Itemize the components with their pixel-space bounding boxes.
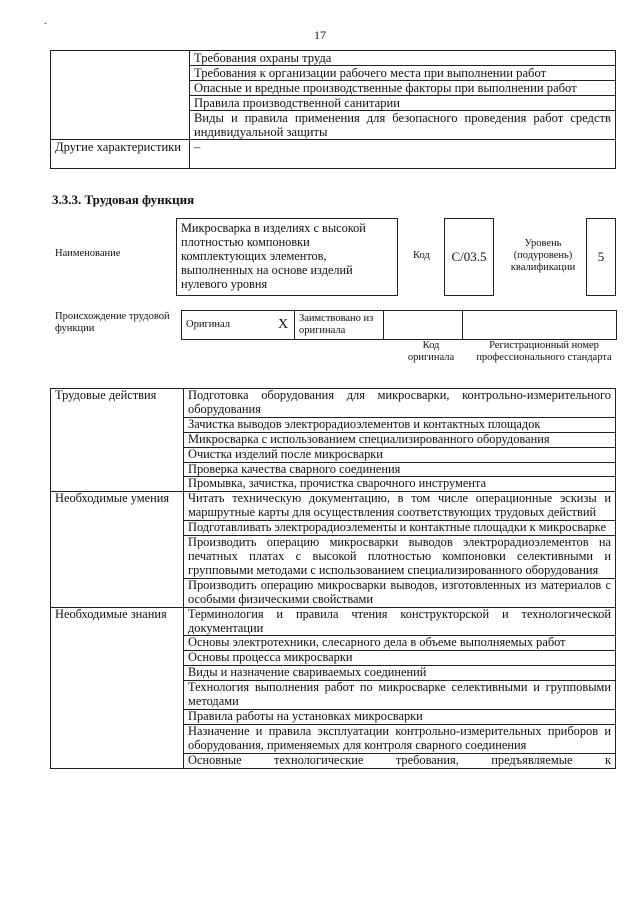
table-cell: – — [190, 140, 616, 169]
table-row — [182, 311, 617, 340]
row-label: Другие характеристики — [51, 140, 190, 169]
table-cell: Очистка изделий после микросварки — [184, 447, 616, 462]
code-label: Код — [413, 250, 430, 261]
code-original-cell — [384, 311, 463, 340]
qualification-level-box: 5 — [586, 218, 616, 296]
table-cell: Опасные и вредные производственные факторы при выполнении работ — [190, 81, 616, 96]
table-row — [51, 389, 616, 418]
reg-number-cell — [463, 311, 617, 340]
function-name-box: Микросварка в изделиях с высокой плотностью компоновки комплектующих элементов, выполненных на основе изделий нулевого уровня — [176, 218, 398, 296]
table-cell: Читать техническую документацию, в том числе операционные эскизы и маршрутные карты для осуществления соответствующих трудовых действий — [184, 492, 616, 521]
group-label: Необходимые знания — [51, 607, 184, 768]
table-cell: Основные технологические требования, предъявляемые к — [184, 753, 616, 768]
code-original-label: Код оригинала — [407, 340, 455, 363]
table-cell: Виды и назначение свариваемых соединений — [184, 666, 616, 681]
table-row — [51, 492, 616, 521]
origin-table — [181, 310, 617, 340]
table-cell: Основы электротехники, слесарного дела в объеме выполняемых работ — [184, 636, 616, 651]
table-cell: Правила работы на установках микросварки — [184, 709, 616, 724]
table-cell: Проверка качества сварного соединения — [184, 462, 616, 477]
table-row — [51, 51, 616, 66]
original-mark: X — [272, 311, 295, 340]
table-cell: Технология выполнения работ по микросварке селективными и групповыми методами — [184, 681, 616, 710]
table-cell: Виды и правила применения для безопасного проведения работ средств индивидуальной защиты — [190, 111, 616, 140]
scan-mark: . — [44, 16, 47, 27]
table-cell: Правила производственной санитарии — [190, 96, 616, 111]
section-title: 3.3.3. Трудовая функция — [52, 192, 195, 207]
table-cell: Требования охраны труда — [190, 51, 616, 66]
code-box: C/03.5 — [444, 218, 494, 296]
table-row — [51, 140, 616, 169]
table-cell: Производить операцию микросварки выводов, изготовленных из материалов с особыми физическими свойствами — [184, 578, 616, 607]
qualification-level-label: Уровень (подуровень) квалификации — [510, 238, 576, 273]
requirements-table — [50, 50, 616, 169]
labor-function-table — [50, 388, 616, 769]
table-row — [51, 607, 616, 636]
page-number: 17 — [314, 28, 326, 42]
table-cell: Подготовка оборудования для микросварки, контрольно-измерительного оборудования — [184, 389, 616, 418]
table-cell: Терминология и правила чтения конструкторской и технологической документации — [184, 607, 616, 636]
table-cell: Подготавливать электрорадиоэлементы и контактные площадки к микросварке — [184, 521, 616, 536]
reg-number-label: Регистрационный номер профессионального стандарта — [476, 340, 612, 363]
table-cell: Микросварка с использованием специализированного оборудования — [184, 432, 616, 447]
group-label: Необходимые умения — [51, 492, 184, 607]
table-cell: Требования к организации рабочего места при выполнении работ — [190, 66, 616, 81]
table-cell: Производить операцию микросварки выводов электрорадиоэлементов на печатных платах с высокой плотностью компоновки селективными и групповыми методами с использованием специализированного оборудования — [184, 536, 616, 579]
table-cell: Промывка, зачистка, прочистка сварочного инструмента — [184, 477, 616, 492]
original-cell: Оригинал — [182, 311, 273, 340]
borrowed-cell: Заимствовано из оригинала — [295, 311, 384, 340]
table-cell: Основы процесса микросварки — [184, 651, 616, 666]
origin-label: Происхождение трудовой функции — [55, 311, 170, 334]
group-label: Трудовые действия — [51, 389, 184, 492]
table-cell: Зачистка выводов электрорадиоэлементов и контактных площадок — [184, 417, 616, 432]
name-label: Наименование — [55, 248, 121, 259]
row-label — [51, 51, 190, 140]
table-cell: Назначение и правила эксплуатации контрольно-измерительных приборов и оборудования, применяемых для контроля сварного соединения — [184, 724, 616, 753]
